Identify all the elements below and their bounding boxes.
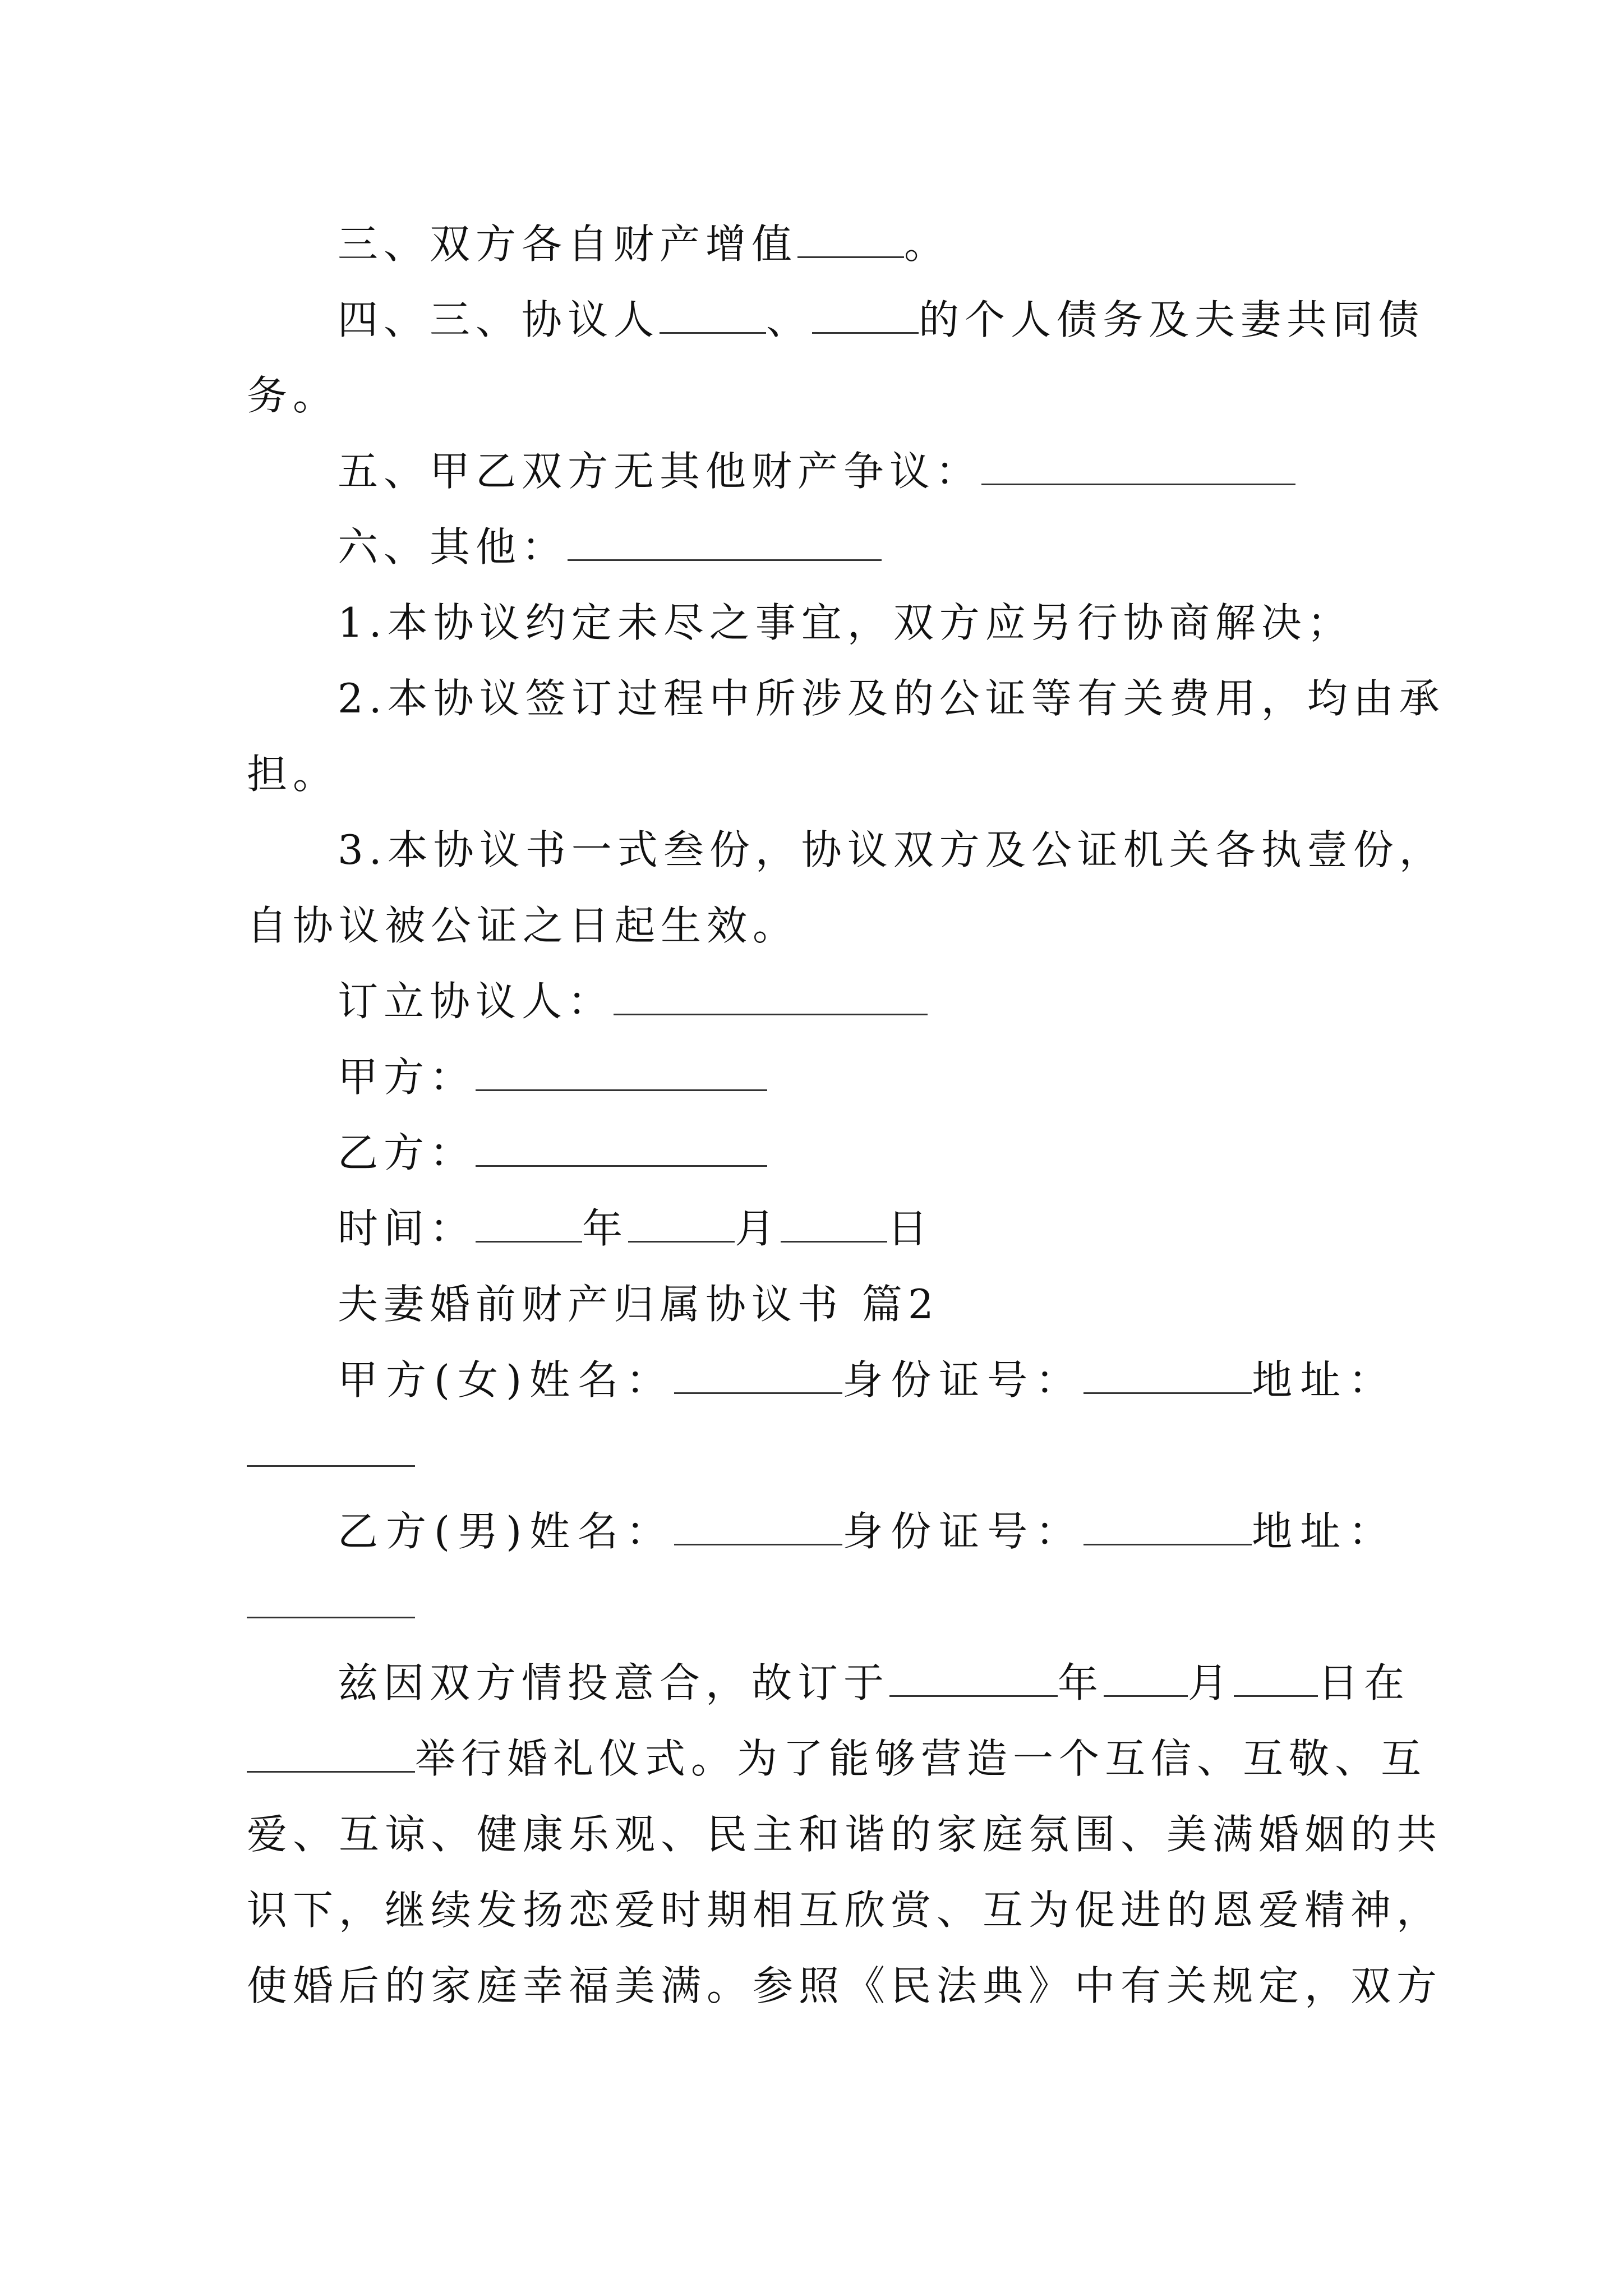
preamble-text-b: 举行婚礼仪式。为了能够营造一个互信、互敬、互	[415, 1735, 1427, 1782]
clause-six-item-2-cont: 担。	[247, 751, 339, 798]
blank-field	[1083, 1510, 1252, 1545]
party-b-address-blank	[247, 1617, 415, 1618]
blank-field	[674, 1510, 842, 1545]
clause-five	[338, 443, 1295, 499]
blank-field	[781, 1207, 887, 1243]
preamble-line-4: 识下，继续发扬恋爱时期相互欣赏、互为促进的恩爱精神，	[247, 1887, 1443, 1934]
blank-field	[476, 1207, 582, 1243]
preamble-day: 日在	[1318, 1659, 1410, 1706]
clause-three	[338, 216, 950, 272]
date-year: 年	[582, 1205, 629, 1252]
preamble-year: 年	[1058, 1659, 1104, 1706]
party-a-line	[338, 1049, 767, 1105]
date-line	[338, 1200, 933, 1257]
party-a-id-label: 身份证号：	[842, 1356, 1084, 1404]
blank-field	[889, 1662, 1058, 1697]
preamble-line-3: 爱、互谅、健康乐观、民主和谐的家庭氛围、美满婚姻的共	[247, 1811, 1443, 1858]
party-b-line	[338, 1125, 767, 1181]
party-b-name-label: 乙方(男)姓名：	[338, 1508, 675, 1555]
date-month: 月	[735, 1205, 781, 1252]
clause-five-text: 五、甲乙双方无其他财产争议：	[338, 448, 982, 495]
party-a-info	[338, 1352, 1396, 1408]
clause-six-item-1: 1.本协议约定未尽之事宜，双方应另行协商解决；	[338, 599, 1353, 646]
party-a-address-label: 地址：	[1252, 1356, 1397, 1404]
party-a-label: 甲方：	[338, 1053, 476, 1101]
clause-four-text-c: 的个人债务及夫妻共同债	[919, 296, 1425, 343]
preamble-line-5: 使婚后的家庭幸福美满。参照《民法典》中有关规定，双方	[247, 1962, 1443, 2009]
clause-six-item-2: 2.本协议签订过程中所涉及的公证等有关费用，均由承	[338, 675, 1445, 722]
preamble-line-1	[338, 1655, 1410, 1711]
blank-field	[797, 223, 904, 258]
clause-three-end: 。	[904, 220, 951, 268]
blank-field	[674, 1359, 842, 1394]
party-b-info	[338, 1503, 1396, 1559]
blank-field	[1104, 1662, 1188, 1697]
party-b-id-label: 身份证号：	[842, 1508, 1084, 1555]
clause-four-cont: 务。	[247, 372, 339, 419]
blank-field	[476, 1056, 767, 1091]
blank-field	[981, 450, 1295, 485]
clause-four	[338, 292, 1424, 348]
clause-six-text: 六、其他：	[338, 523, 568, 570]
signatory-label: 订立协议人：	[338, 978, 614, 1025]
clause-six-item-3-cont: 自协议被公证之日起生效。	[247, 902, 799, 949]
blank-field	[614, 980, 928, 1015]
blank-field	[812, 298, 919, 334]
preamble-month: 月	[1188, 1659, 1234, 1706]
party-b-address-label: 地址：	[1252, 1508, 1397, 1555]
blank-field	[568, 526, 882, 561]
clause-three-text: 三、双方各自财产增值	[338, 220, 798, 268]
blank-field	[628, 1207, 735, 1243]
blank-field	[1234, 1662, 1318, 1697]
party-b-label: 乙方：	[338, 1129, 476, 1176]
date-label: 时间：	[338, 1205, 476, 1252]
signatory-line	[338, 973, 928, 1029]
blank-field	[476, 1131, 767, 1167]
clause-four-text-b: 、	[766, 296, 813, 343]
section-title: 夫妻婚前财产归属协议书 篇2	[338, 1281, 939, 1328]
date-day: 日	[887, 1205, 934, 1252]
clause-six-item-3: 3.本协议书一式叁份，协议双方及公证机关各执壹份，	[338, 826, 1445, 873]
blank-field	[247, 1737, 415, 1773]
party-a-name-label: 甲方(女)姓名：	[338, 1356, 675, 1404]
party-a-address-blank	[247, 1465, 415, 1467]
preamble-line-2	[247, 1731, 1427, 1787]
preamble-text-a: 兹因双方情投意合，故订于	[338, 1659, 890, 1706]
clause-six	[338, 519, 882, 575]
blank-field	[660, 298, 766, 334]
blank-field	[1083, 1359, 1252, 1394]
clause-four-text-a: 四、三、协议人	[338, 296, 660, 343]
